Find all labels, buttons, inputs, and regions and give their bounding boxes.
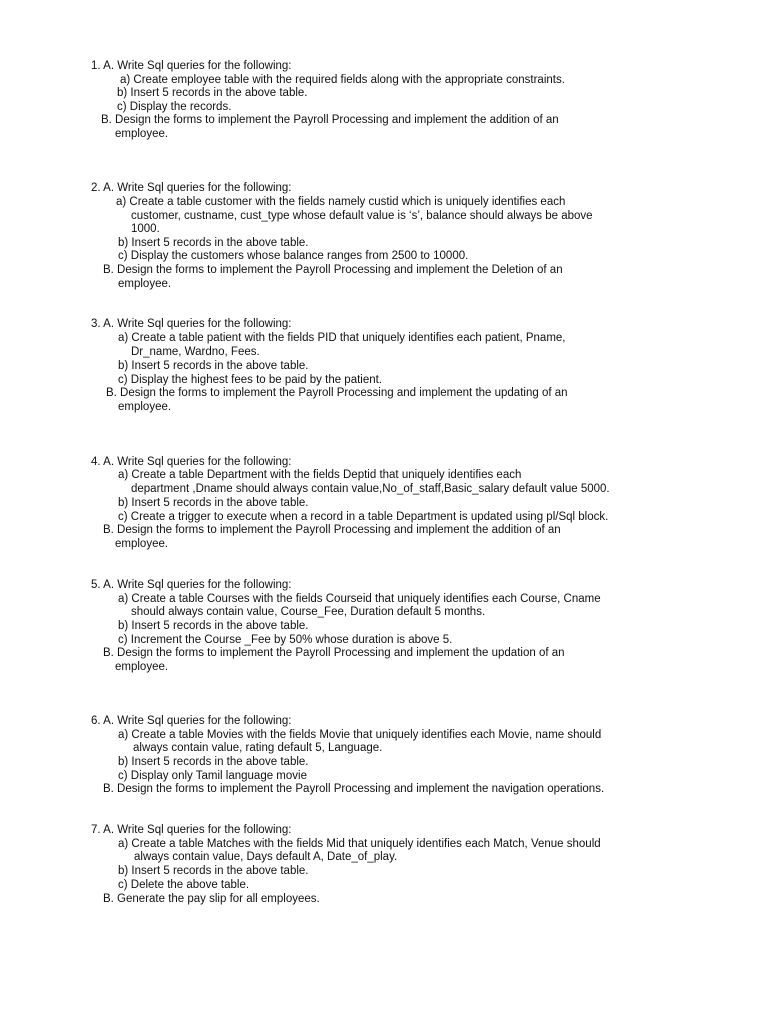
q1-part-b: b) Insert 5 records in the above table. <box>117 87 308 99</box>
q5-part-B-cont: employee. <box>115 661 169 673</box>
q4-part-a: a) Create a table Department with the fields Deptid that uniquely identifies each <box>118 469 522 481</box>
q3-part-c: c) Display the highest fees to be paid by the patient. <box>118 374 383 386</box>
q1-part-B: B. Design the forms to implement the Payroll Processing and implement the addition of an <box>101 114 559 126</box>
q3-part-B-cont: employee. <box>118 401 172 413</box>
q6-part-b: b) Insert 5 records in the above table. <box>118 756 309 768</box>
q3-part-B: B. Design the forms to implement the Payroll Processing and implement the updating of an <box>106 387 568 399</box>
q7-part-B: B. Generate the pay slip for all employees. <box>103 893 320 905</box>
q4-heading: 4. A. Write Sql queries for the following: <box>91 456 292 468</box>
q4-part-c: c) Create a trigger to execute when a record in a table Department is updated using pl/Sql block. <box>118 511 609 523</box>
q5-part-b: b) Insert 5 records in the above table. <box>118 620 309 632</box>
q6-part-B: B. Design the forms to implement the Payroll Processing and implement the navigation operations. <box>103 783 605 795</box>
q7-part-b: b) Insert 5 records in the above table. <box>118 865 309 877</box>
q3-part-a: a) Create a table patient with the fields PID that uniquely identifies each patient, Pname, <box>118 332 566 344</box>
q3-part-a-cont: Dr_name, Wardno, Fees. <box>131 346 260 358</box>
q2-part-B: B. Design the forms to implement the Payroll Processing and implement the Deletion of an <box>103 264 563 276</box>
q4-part-b: b) Insert 5 records in the above table. <box>118 497 309 509</box>
q2-part-a-cont: customer, custname, cust_type whose default value is ‘s’, balance should always be above <box>131 210 593 222</box>
q3-heading: 3. A. Write Sql queries for the following: <box>91 318 292 330</box>
q5-heading: 5. A. Write Sql queries for the following: <box>91 579 292 591</box>
q7-part-a: a) Create a table Matches with the fields Mid that uniquely identifies each Match, Venue should <box>118 838 601 850</box>
q3-part-b: b) Insert 5 records in the above table. <box>118 360 309 372</box>
q7-part-c: c) Delete the above table. <box>118 879 250 891</box>
q2-part-b: b) Insert 5 records in the above table. <box>118 237 309 249</box>
q6-part-a: a) Create a table Movies with the fields Movie that uniquely identifies each Movie, name should <box>118 729 602 741</box>
q2-part-a: a) Create a table customer with the fields namely custid which is uniquely identifies each <box>116 196 566 208</box>
q4-part-B-cont: employee. <box>115 538 169 550</box>
q5-part-B: B. Design the forms to implement the Payroll Processing and implement the updation of an <box>103 647 565 659</box>
q6-part-a-cont: always contain value, rating default 5, Language. <box>133 742 383 754</box>
q5-part-a-cont: should always contain value, Course_Fee, Duration default 5 months. <box>131 606 486 618</box>
q6-part-c: c) Display only Tamil language movie <box>118 770 307 782</box>
q2-heading: 2. A. Write Sql queries for the following: <box>91 182 292 194</box>
q7-part-a-cont: always contain value, Days default A, Date_of_play. <box>134 851 398 863</box>
q2-part-B-cont: employee. <box>118 278 172 290</box>
q5-part-a: a) Create a table Courses with the fields Courseid that uniquely identifies each Course, Cname <box>118 593 601 605</box>
q4-part-a-cont: department ,Dname should always contain value,No_of_staff,Basic_salary default value 5000. <box>131 483 610 495</box>
q1-part-c: c) Display the records. <box>117 101 232 113</box>
q1-part-a: a) Create employee table with the required fields along with the appropriate constraints. <box>120 74 565 86</box>
q2-part-c: c) Display the customers whose balance ranges from 2500 to 10000. <box>118 250 469 262</box>
q1-part-B-cont: employee. <box>115 128 169 140</box>
q5-part-c: c) Increment the Course _Fee by 50% whose duration is above 5. <box>118 634 453 646</box>
q7-heading: 7. A. Write Sql queries for the following: <box>91 824 292 836</box>
q2-part-a-cont: 1000. <box>131 223 160 235</box>
q6-heading: 6. A. Write Sql queries for the following: <box>91 715 292 727</box>
q4-part-B: B. Design the forms to implement the Payroll Processing and implement the addition of an <box>103 524 561 536</box>
q1-heading: 1. A. Write Sql queries for the following: <box>91 60 292 72</box>
